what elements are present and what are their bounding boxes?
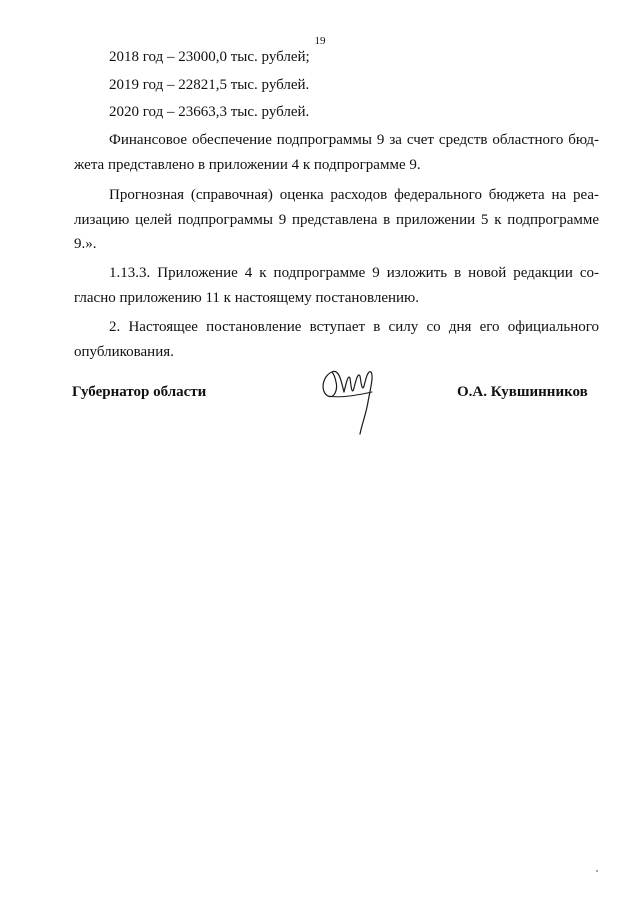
- budget-line-2019: 2019 год – 22821,5 тыс. рублей.: [109, 77, 310, 93]
- paragraph-1-line-2: жета представлено в приложении 4 к подпрограмме 9.: [74, 157, 421, 173]
- paragraph-4-line-2: опубликования.: [74, 344, 174, 360]
- paragraph-3-line-1: 1.13.3. Приложение 4 к подпрограмме 9 изложить в новой редакции со-: [109, 265, 599, 281]
- paragraph-2-line-3: 9.».: [74, 236, 97, 252]
- page-number: 19: [314, 35, 326, 47]
- paragraph-1-line-1: Финансовое обеспечение подпрограммы 9 за счет средств областного бюд-: [109, 132, 599, 148]
- signature-image: [318, 362, 380, 440]
- budget-line-2020: 2020 год – 23663,3 тыс. рублей.: [109, 104, 310, 120]
- scan-speck: [596, 870, 598, 872]
- signatory-name: О.А. Кувшинников: [457, 384, 588, 400]
- paragraph-4-line-1: 2. Настоящее постановление вступает в силу со дня его официального: [109, 319, 599, 335]
- budget-line-2018: 2018 год – 23000,0 тыс. рублей;: [109, 49, 310, 65]
- signatory-position: Губернатор области: [72, 384, 207, 400]
- paragraph-3-line-2: гласно приложению 11 к настоящему постановлению.: [74, 290, 419, 306]
- paragraph-2-line-1: Прогнозная (справочная) оценка расходов федерального бюджета на реа-: [109, 187, 599, 203]
- paragraph-2-line-2: лизацию целей подпрограммы 9 представлена в приложении 5 к подпрограмме: [74, 212, 599, 228]
